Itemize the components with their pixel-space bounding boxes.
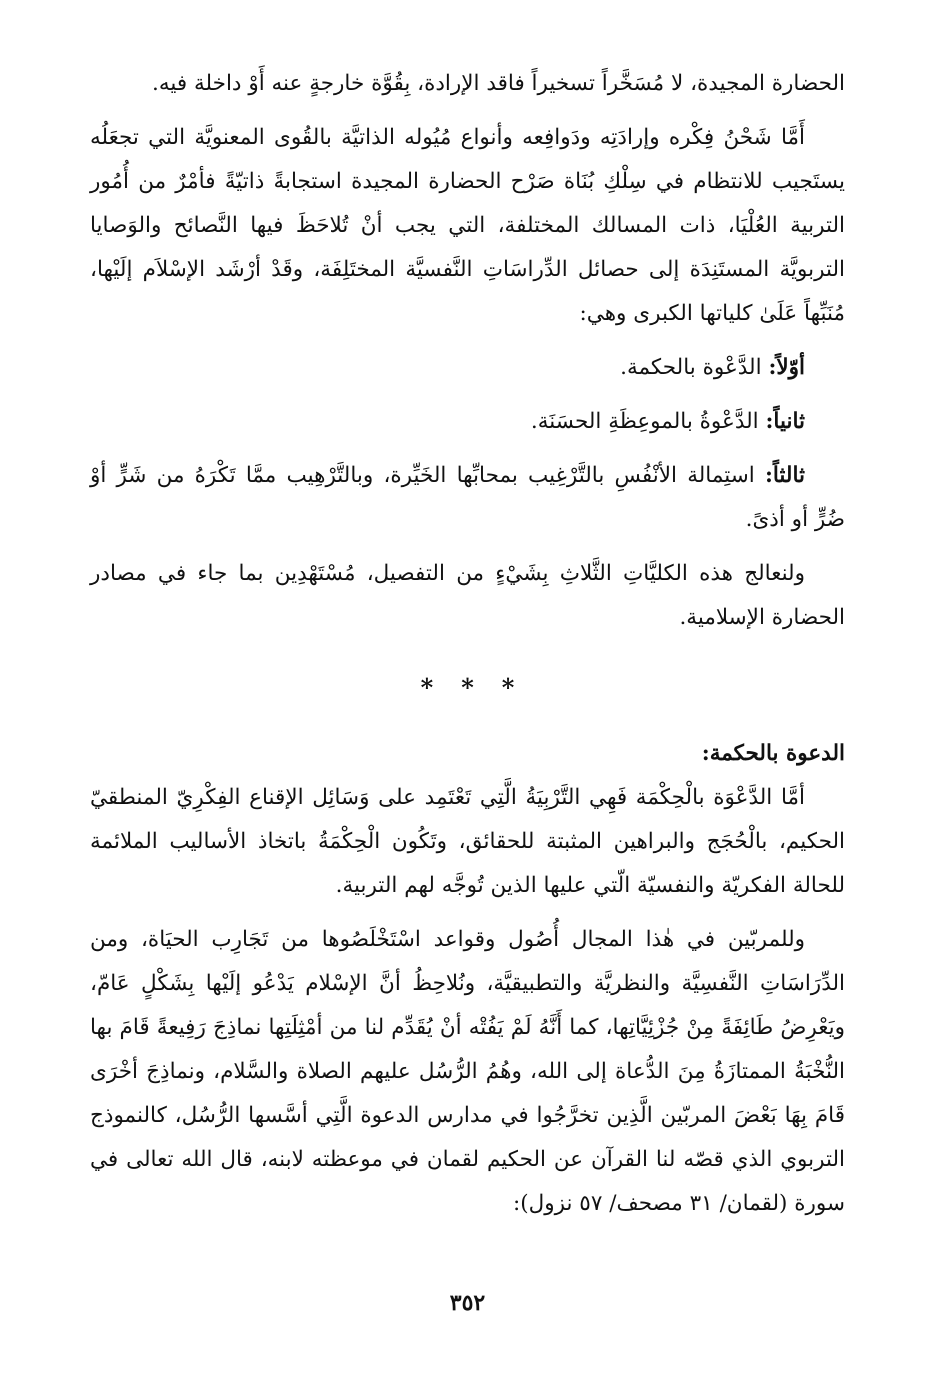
page-number: ٣٥٢ [449,1290,486,1316]
list-number: ثانياً: [765,409,805,434]
list-item-1 [90,346,845,390]
list-text: الدَّعْوةُ بالموعِظَةِ الحسَنَة. [530,409,759,434]
divider-star: * [461,673,474,702]
list-item-2 [90,400,845,444]
list-item-3 [90,454,845,542]
list-number: أوّلاً: [768,355,805,380]
paragraph-wisdom: أمَّا الدَّعْوَة بالْحِكْمَة فَهِي التَّرْبِيَةُ الَّتِي تَعْتَمِد على وَسَائِل الإقناع الفِكْرِيّ المنطقيّ الحكيم، بالْحُجَج والبراهين المثبتة للحقائق، وتَكُون الْحِكْمَةُ باتخاذ الأساليب الملائمة للحالة الفكريّة والنفسيّة الّتي عليها الذين تُوجَّه لهم التربية. [90,785,845,898]
paragraph-details: ولنعالج هذه الكليَّاتِ الثَّلاثِ بِشَيْءٍ من التفصيل، مُسْتَهْدِين بما جاء في مصادر الحضارة الإسلامية. [90,561,845,630]
paragraph-educators: وللمربّين في هٰذا المجال أُصُول وقواعد اسْتَخْلَصُوها من تَجَارِب الحيَاة، ومن الدِّرَاسَاتِ النَّفسِيَّة والنظريَّة والتطبيقيَّة، ونُلاحِظُ أنَّ الإسْلام يَدْعُو إلَيْها بِشَكْلٍ عَامّ، ويَعْرِضُ طَائِفَةً مِنْ جُزْئِيَّاتِها، كما أَنَّهُ لَمْ يَفُتْه أنْ يُقَدِّم لنا من أمْثِلَتِها نماذِجَ رَفِيعةً قَامَ بها النُّخْبَةُ الممتازَةُ مِنَ الدُّعاة إلى الله، وهُمُ الرُّسُل عليهم الصلاة والسَّلام، ونماذِجَ أخْرَى قَامَ بِهَا بَعْضَ المربّين الَّذِين تخرَّجُوا في مدارس الدعوة الَّتِي أسَّسها الرُّسُل، كالنموذج التربوي الذي قصّه لنا القرآن عن الحكيم لقمان في موعظته لابنه، قال الله تعالى في سورة (لقمان/ ٣١ مصحف/ ٥٧ نزول): [90,927,845,1216]
section-heading: الدعوة بالحكمة: [701,741,845,766]
page-body [90,62,845,1226]
list-text: الدَّعْوة بالحكمة. [620,355,762,380]
paragraph-continuation: الحضارة المجيدة، لا مُسَخَّراً تسخيراً فاقد الإرادة، بِقُوَّة خارجةٍ عنه أَوْ داخلة فيه. [152,71,845,96]
paragraph-education: أَمَّا شَحْنُ فِكْره وإرادَتِه ودَوافِعه وأنواع مُيُوله الذاتيَّة بالقُوى المعنويَّة التي تجعَلُه يستَجيب للانتظام في سِلْكِ بُنَاة صَرْح الحضارة المجيدة استجابةً ذاتيّةً فأمْرٌ من أُمُور التربية العُلْيَا، ذات المسالك المختلفة، التي يجب أنْ تُلاحَظَ فيها النَّصائح والوَصايا التربويَّة المستَنِدَة إلى حصائل الدِّراسَاتِ النَّفسيَّة المختَلِفَة، وقَدْ أرْشَد الإسْلاَم إلَيْها، مُنَبِّهاً عَلَىٰ كلياتها الكبرى وهي: [90,125,845,326]
list-number: ثالثاً: [764,463,805,488]
divider-star: * [420,673,434,702]
section-divider [90,666,845,710]
divider-star: * [501,673,515,702]
list-text: استِمالة الأنْفُسِ بالتَّرْغِيب بمحابِّها الخَيِّرة، وبالتَّرْهِيب ممَّا تَكْرَهُ من شَرٍّ أوْ ضُرٍّ أو أذىً. [90,463,845,532]
